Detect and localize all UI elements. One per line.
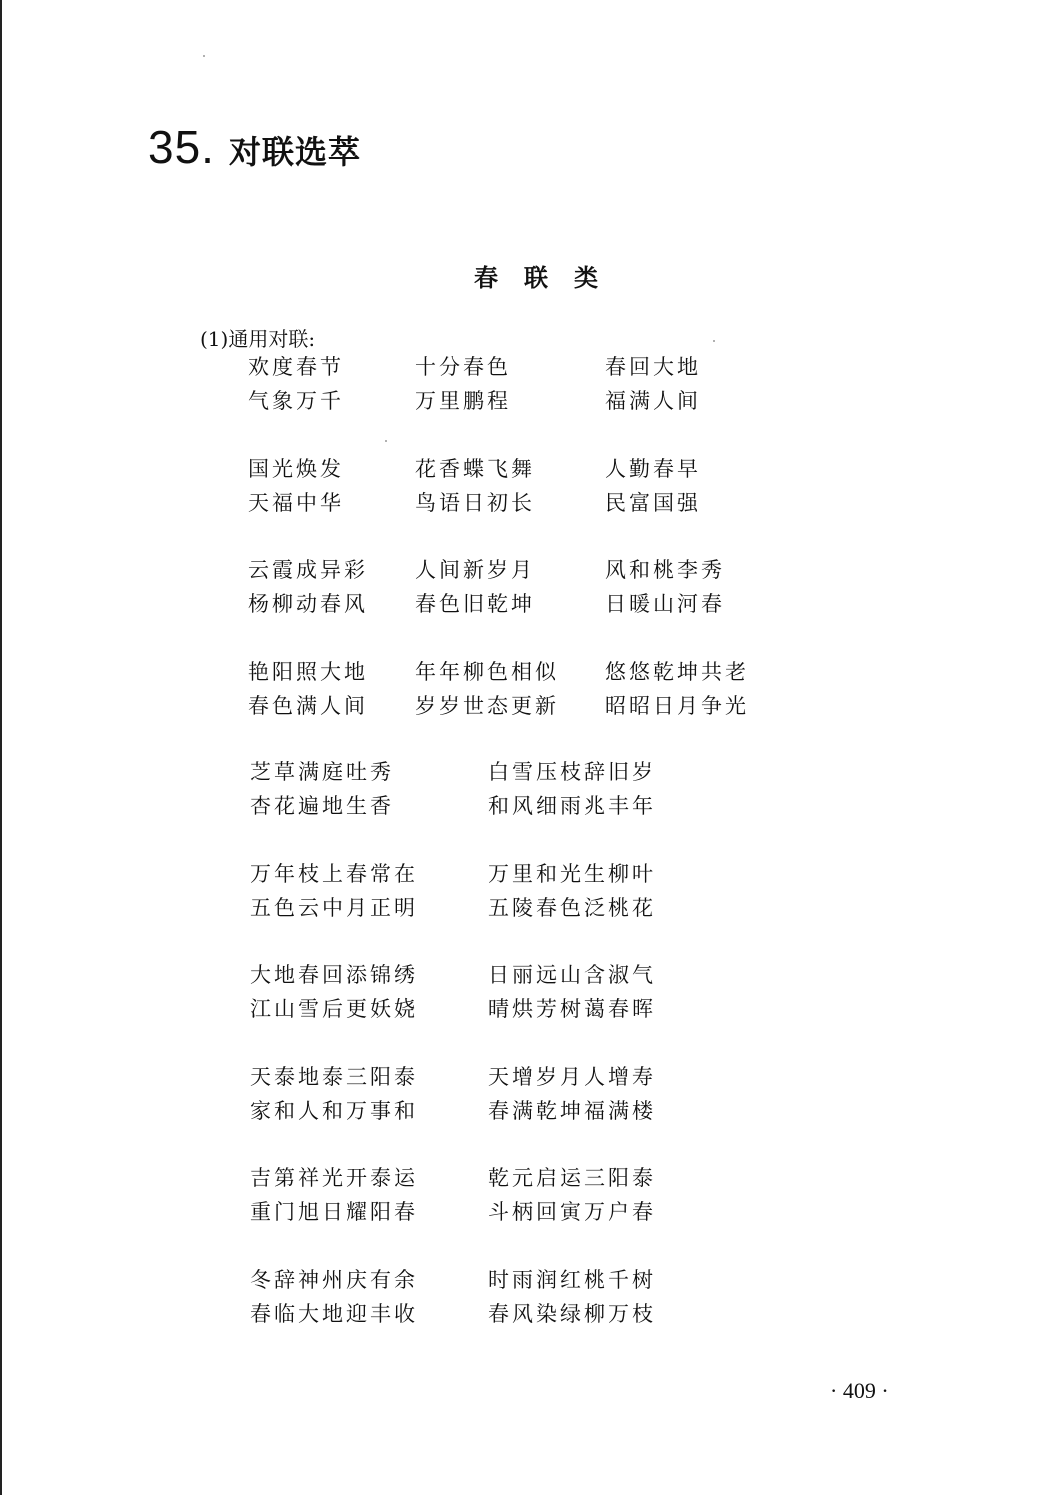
couplet-line: 福满人间: [605, 389, 701, 413]
scan-speck: [203, 55, 205, 57]
couplet-line: 人间新岁月: [415, 558, 535, 582]
couplet-line: 日暖山河春: [605, 592, 725, 616]
couplet-line: 人勤春早: [605, 456, 701, 481]
couplet-line: 年年柳色相似: [415, 659, 559, 684]
couplet-line: 花香蝶飞舞: [415, 456, 535, 481]
couplet-line: 昭昭日月争光: [605, 693, 749, 718]
section-title: 春联类: [474, 264, 624, 292]
couplet-line: 五色云中月正明: [250, 895, 418, 920]
couplet-line: 岁岁世态更新: [415, 693, 559, 718]
couplet-line: 天泰地泰三阳泰: [250, 1064, 418, 1089]
couplet-line: 风和桃李秀: [605, 558, 725, 582]
couplet-line: 欢度春节: [248, 355, 344, 379]
couplet-line: 时雨润红桃千树: [488, 1267, 656, 1292]
couplet-line: 晴烘芳树蔼春晖: [488, 997, 656, 1021]
couplet-line: 国光焕发: [248, 456, 344, 481]
subsection-label: (1)通用对联:: [200, 327, 316, 351]
couplet-line: 杏花遍地生香: [250, 794, 394, 818]
couplet-line: 冬辞神州庆有余: [250, 1267, 418, 1292]
couplet-line: 云霞成异彩: [248, 558, 368, 582]
couplet-line: 大地春回添锦绣: [250, 963, 418, 987]
couplet-line: 杨柳动春风: [248, 592, 368, 616]
couplet-line: 和风细雨兆丰年: [488, 794, 656, 818]
couplet-line: 斗柄回寅万户春: [488, 1200, 656, 1224]
couplet-line: 白雪压枝辞旧岁: [488, 760, 656, 784]
couplet-line: 悠悠乾坤共老: [605, 659, 749, 684]
couplet-line: 万年枝上春常在: [250, 861, 418, 886]
scan-speck: [713, 340, 715, 342]
couplet-line: 芝草满庭吐秀: [250, 760, 394, 784]
couplet-line: 重门旭日耀阳春: [250, 1200, 418, 1224]
couplet-line: 天增岁月人增寿: [488, 1064, 656, 1089]
couplet-line: 春满乾坤福满楼: [488, 1098, 656, 1123]
couplet-line: 春风染绿柳万枝: [488, 1301, 656, 1326]
couplet-line: 吉第祥光开泰运: [250, 1166, 418, 1190]
scan-speck: [385, 440, 387, 442]
couplet-line: 鸟语日初长: [415, 490, 535, 515]
couplet-line: 春色满人间: [248, 693, 368, 718]
couplet-line: 江山雪后更妖娆: [250, 997, 418, 1021]
page-number: · 409 ·: [830, 1378, 889, 1403]
couplet-line: 气象万千: [248, 389, 344, 413]
chapter-heading: [148, 120, 361, 190]
chapter-title: 对联选萃: [228, 133, 361, 171]
couplet-line: 十分春色: [415, 355, 511, 379]
couplet-line: 家和人和万事和: [250, 1098, 418, 1123]
couplet-line: 春回大地: [605, 355, 701, 379]
page-edge-line: [0, 0, 2, 1495]
chapter-number: 35.: [148, 121, 215, 173]
couplet-line: 万里鹏程: [415, 389, 511, 413]
couplet-line: 春色旧乾坤: [415, 592, 535, 616]
couplet-line: 天福中华: [248, 490, 344, 515]
couplet-line: 民富国强: [605, 490, 701, 515]
couplet-line: 万里和光生柳叶: [488, 861, 656, 886]
couplet-line: 日丽远山含淑气: [488, 963, 656, 987]
couplet-line: 艳阳照大地: [248, 659, 368, 684]
couplet-line: 乾元启运三阳泰: [488, 1166, 656, 1190]
couplet-line: 五陵春色泛桃花: [488, 895, 656, 920]
couplet-line: 春临大地迎丰收: [250, 1301, 418, 1326]
